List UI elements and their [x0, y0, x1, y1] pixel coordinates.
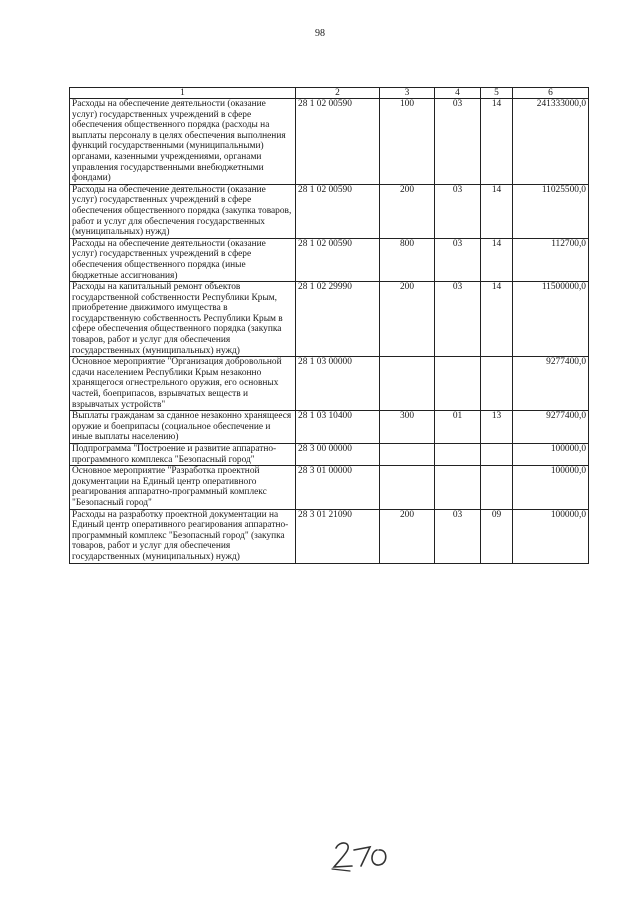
row-expense-type: [380, 444, 435, 466]
row-section: 03: [435, 282, 481, 357]
row-subsection: 14: [481, 99, 513, 185]
row-code: 28 1 03 00000: [296, 357, 380, 411]
row-description: Основное мероприятие "Организация добровольной сдачи населением Республики Крым незаконно хранящегося огнестрельного оружия, его основных частей, боеприпасов, взрывчатых веществ и взрывчатых устройств": [70, 357, 296, 411]
row-section: 03: [435, 184, 481, 238]
row-subsection: 14: [481, 238, 513, 281]
row-amount: 100000,0: [513, 466, 589, 509]
row-section: [435, 357, 481, 411]
table-row: [70, 282, 589, 357]
row-subsection: [481, 466, 513, 509]
table-row: [70, 184, 589, 238]
table-row: [70, 411, 589, 444]
row-description: Расходы на разработку проектной документации на Единый центр оперативного реагирования аппаратно-программный комплекс "Безопасный город" (закупка товаров, работ и услуг для обеспечения государственных (муниципальных) нужд): [70, 509, 296, 563]
row-description: Подпрограмма "Построение и развитие аппаратно-программного комплекса "Безопасный город": [70, 444, 296, 466]
row-amount: 11500000,0: [513, 282, 589, 357]
table-row: [70, 466, 589, 509]
row-description: Расходы на обеспечение деятельности (оказание услуг) государственных учреждений в сфере обеспечения общественного порядка (расходы на выплаты персоналу в целях обеспечения выполнения функций государственными (муниципальными) органами, казенными учреждениями, органами управления государственными внебюджетными фондами): [70, 99, 296, 185]
row-code: 28 1 03 10400: [296, 411, 380, 444]
row-expense-type: [380, 466, 435, 509]
row-expense-type: [380, 357, 435, 411]
row-expense-type: 800: [380, 238, 435, 281]
row-expense-type: 300: [380, 411, 435, 444]
row-section: [435, 466, 481, 509]
col-header-4: 4: [435, 88, 481, 99]
col-header-3: 3: [380, 88, 435, 99]
row-amount: 100000,0: [513, 509, 589, 563]
table-row: [70, 357, 589, 411]
row-subsection: 09: [481, 509, 513, 563]
row-section: 03: [435, 238, 481, 281]
row-section: 03: [435, 99, 481, 185]
row-description: Основное мероприятие "Разработка проектной документации на Единый центр оперативного реагирования аппаратно-программный комплекс "Безопасный город": [70, 466, 296, 509]
row-code: 28 1 02 00590: [296, 184, 380, 238]
col-header-2: 2: [296, 88, 380, 99]
row-subsection: 13: [481, 411, 513, 444]
row-section: 03: [435, 509, 481, 563]
row-subsection: [481, 357, 513, 411]
table-row: [70, 509, 589, 563]
table-row: [70, 99, 589, 185]
row-subsection: 14: [481, 184, 513, 238]
row-code: 28 3 00 00000: [296, 444, 380, 466]
col-header-6: 6: [513, 88, 589, 99]
table-row: [70, 444, 589, 466]
budget-table: [69, 87, 589, 564]
page-number: 98: [315, 28, 325, 39]
row-description: Выплаты гражданам за сданное незаконно хранящееся оружие и боеприпасы (социальное обеспечение и иные выплаты населению): [70, 411, 296, 444]
row-description: Расходы на обеспечение деятельности (оказание услуг) государственных учреждений в сфере обеспечения общественного порядка (иные бюджетные ассигнования): [70, 238, 296, 281]
row-amount: 9277400,0: [513, 357, 589, 411]
row-code: 28 1 02 00590: [296, 99, 380, 185]
row-amount: 112700,0: [513, 238, 589, 281]
row-amount: 241333000,0: [513, 99, 589, 185]
row-expense-type: 200: [380, 282, 435, 357]
row-description: Расходы на обеспечение деятельности (оказание услуг) государственных учреждений в сфере обеспечения общественного порядка (закупка товаров, работ и услуг для обеспечения государственных (муниципальных) нужд): [70, 184, 296, 238]
col-header-1: 1: [70, 88, 296, 99]
row-code: 28 1 02 00590: [296, 238, 380, 281]
col-header-5: 5: [481, 88, 513, 99]
row-expense-type: 100: [380, 99, 435, 185]
row-subsection: [481, 444, 513, 466]
row-amount: 100000,0: [513, 444, 589, 466]
row-code: 28 3 01 00000: [296, 466, 380, 509]
row-code: 28 1 02 29990: [296, 282, 380, 357]
header-row: [70, 88, 589, 99]
row-section: [435, 444, 481, 466]
row-code: 28 3 01 21090: [296, 509, 380, 563]
row-description: Расходы на капитальный ремонт объектов государственной собственности Республики Крым, приобретение движимого имущества в государственную собственность Республики Крым в сфере обеспечения общественного порядка (закупка товаров, работ и услуг для обеспечения государственных (муниципальных) нужд): [70, 282, 296, 357]
row-expense-type: 200: [380, 184, 435, 238]
row-section: 01: [435, 411, 481, 444]
handwritten-page-number-mark: [330, 838, 400, 872]
row-expense-type: 200: [380, 509, 435, 563]
table-row: [70, 238, 589, 281]
row-amount: 9277400,0: [513, 411, 589, 444]
row-subsection: 14: [481, 282, 513, 357]
row-amount: 11025500,0: [513, 184, 589, 238]
